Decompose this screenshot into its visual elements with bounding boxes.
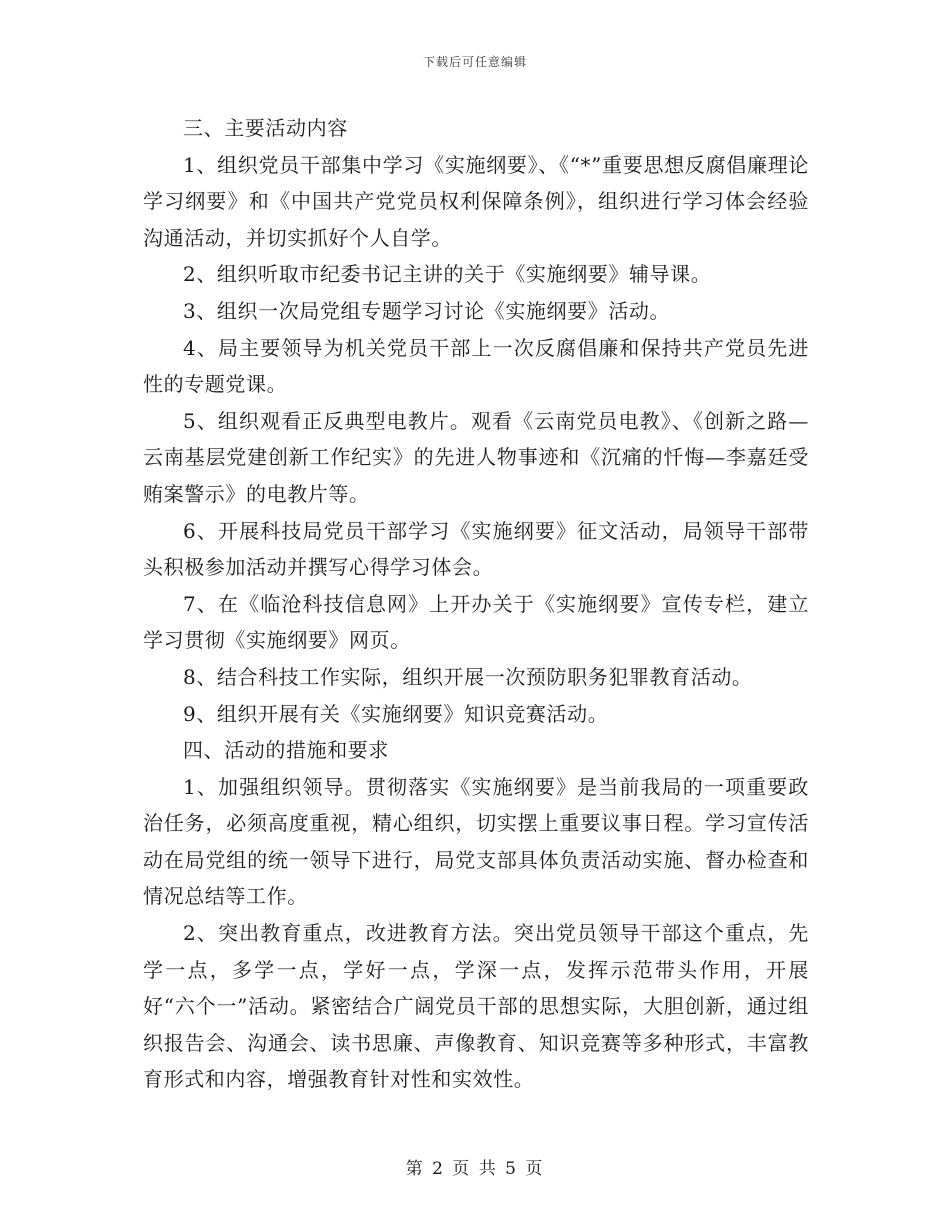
activity-item-8: 8、结合科技工作实际，组织开展一次预防职务犯罪教育活动。 bbox=[183, 664, 753, 689]
activity-item-7: 7、在《临沧科技信息网》上开办关于《实施纲要》宣传专栏，建立学习贯彻《实施纲要》网页。 bbox=[143, 591, 809, 653]
activity-item-2: 2、组织听取市纪委书记主讲的关于《实施纲要》辅导课。 bbox=[183, 262, 712, 287]
activity-item-6: 6、开展科技局党员干部学习《实施纲要》征文活动，局领导干部带头积极参加活动并撰写心得学习体会。 bbox=[143, 518, 809, 580]
document-body bbox=[143, 110, 809, 1098]
page-number: 第 2 页 共 5 页 bbox=[405, 1159, 545, 1179]
measure-item-1: 1、加强组织领导。贯彻落实《实施纲要》是当前我局的一项重要政治任务，必须高度重视，精心组织，切实摆上重要议事日程。学习宣传活动在局党组的统一领导下进行，局党支部具体负责活动实施、督办检查和情况总结等工作。 bbox=[143, 774, 809, 909]
activity-item-3: 3、组织一次局党组专题学习讨论《实施纲要》活动。 bbox=[183, 298, 671, 323]
activity-item-5: 5、组织观看正反典型电教片。观看《云南党员电教》、《创新之路—云南基层党建创新工作纪实》的先进人物事迹和《沉痛的忏悔—李嘉廷受贿案警示》的电教片等。 bbox=[143, 408, 809, 506]
activity-item-4: 4、局主要领导为机关党员干部上一次反腐倡廉和保持共产党员先进性的专题党课。 bbox=[143, 335, 809, 397]
section-heading-measures: 四、活动的措施和要求 bbox=[183, 738, 389, 763]
section-heading-activities: 三、主要活动内容 bbox=[183, 116, 348, 140]
activity-item-9: 9、组织开展有关《实施纲要》知识竞赛活动。 bbox=[183, 701, 609, 726]
measure-item-2: 2、突出教育重点，改进教育方法。突出党员领导干部这个重点，先学一点，多学一点，学好一点，学深一点，发挥示范带头作用，开展好“六个一”活动。紧密结合广阔党员干部的思想实际，大胆创新，通过组织报告会、沟通会、读书思廉、声像教育、知识竞赛等多种形式，丰富教育形式和内容，增强教育针对性和实效性。 bbox=[143, 921, 809, 1092]
page-header: 下载后可任意编辑 bbox=[422, 55, 527, 69]
activity-item-1: 1、组织党员干部集中学习《实施纲要》、《“*”重要思想反腐倡廉理论学习纲要》和《中国共产党党员权利保障条例》，组织进行学习体会经验沟通活动，并切实抓好个人自学。 bbox=[143, 152, 809, 250]
